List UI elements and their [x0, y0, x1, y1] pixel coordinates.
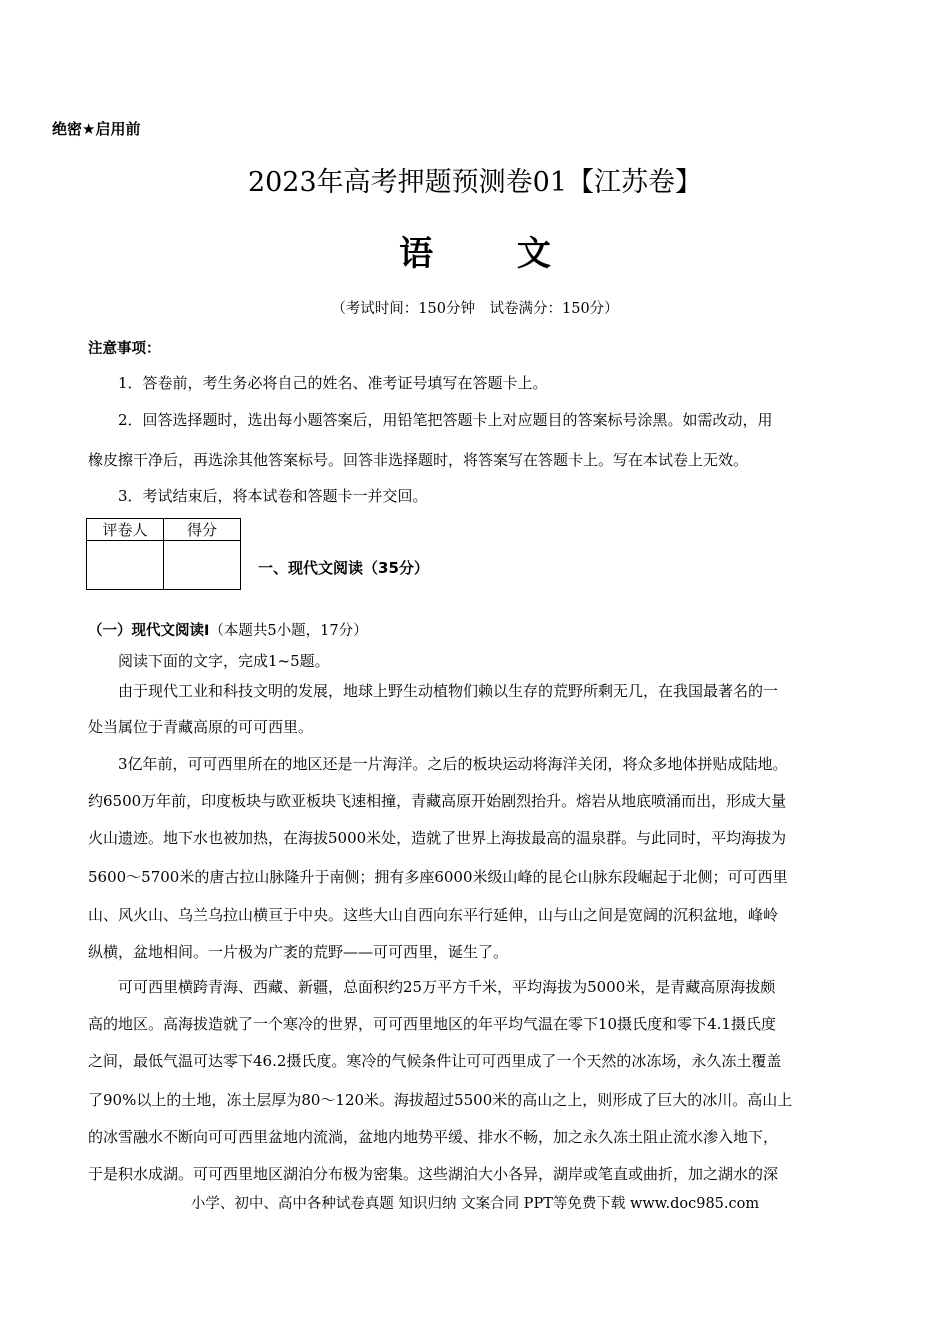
passage-line: 山、风火山、乌兰乌拉山横亘于中央。这些大山自西向东平行延伸，山与山之间是宽阔的沉积盆地，峰岭: [88, 906, 779, 924]
part-heading-label: （一）现代文阅读I: [88, 623, 210, 639]
notice-heading: 注意事项：: [88, 341, 161, 357]
section-title: 一、现代文阅读（35分）: [258, 559, 429, 577]
notice-item-2-cont: 橡皮擦干净后，再选涂其他答案标号。回答非选择题时，将答案写在答题卡上。写在本试卷上无效。: [88, 451, 749, 469]
passage-line: 的冰雪融水不断向可可西里盆地内流淌，盆地内地势平缓、排水不畅，加之永久冻土阻止流水渗入地下，: [88, 1128, 779, 1146]
passage-line: 纵横，盆地相间。一片极为广袤的荒野——可可西里，诞生了。: [88, 943, 509, 961]
notice-item-3: 3．考试结束后，将本试卷和答题卡一并交回。: [118, 487, 428, 505]
part-heading: [88, 619, 368, 640]
passage-line: 3亿年前，可可西里所在的地区还是一片海洋。之后的板块运动将海洋关闭，将众多地体拼贴成陆地。: [118, 755, 788, 773]
notice-item-2: 2．回答选择题时，选出每小题答案后，用铅笔把答题卡上对应题目的答案标号涂黑。如需改动，用: [118, 411, 773, 429]
passage-line: 之间，最低气温可达零下46.2摄氏度。寒冷的气候条件让可可西里成了一个天然的冰冻场，永久冻土覆盖: [88, 1052, 782, 1070]
grader-label: 评卷人: [87, 519, 164, 541]
passage-line: 了90%以上的土地，冻土层厚为80～120米。海拔超过5500米的高山之上，则形成了巨大的冰川。高山上: [88, 1091, 793, 1109]
score-label: 得分: [164, 519, 241, 541]
notice-item-1: 1．答卷前，考生务必将自己的姓名、准考证号填写在答题卡上。: [118, 374, 548, 392]
instruction: 阅读下面的文字，完成1~5题。: [118, 652, 330, 670]
passage-line: 火山遗迹。地下水也被加热，在海拔5000米处，造就了世界上海拔最高的温泉群。与此同时，平均海拔为: [88, 829, 787, 847]
part-heading-note: （本题共5小题，17分）: [209, 623, 368, 639]
grader-cell: [87, 541, 164, 590]
passage-line: 约6500万年前，印度板块与欧亚板块飞速相撞，青藏高原开始剧烈抬升。熔岩从地底喷涌而出，形成大量: [88, 792, 787, 810]
passage-line: 处当属位于青藏高原的可可西里。: [88, 718, 314, 736]
passage-line: 5600～5700米的唐古拉山脉隆升于南侧；拥有多座6000米级山峰的昆仑山脉东段崛起于北侧；可可西里: [88, 868, 788, 886]
exam-title: 2023年高考押题预测卷01【江苏卷】: [247, 167, 703, 198]
score-cell: [164, 541, 241, 590]
passage-line: 高的地区。高海拔造就了一个寒冷的世界，可可西里地区的年平均气温在零下10摄氏度和零下4.1摄氏度: [88, 1015, 776, 1033]
passage-line: 于是积水成湖。可可西里地区湖泊分布极为密集。这些湖泊大小各异，湖岸或笔直或曲折，加之湖水的深: [88, 1165, 779, 1183]
footer-text: 小学、初中、高中各种试卷真题 知识归纳 文案合同 PPT等免费下载 www.doc985.com: [190, 1196, 760, 1212]
secret-label: 绝密★启用前: [52, 120, 141, 138]
passage-line: 由于现代工业和科技文明的发展，地球上野生动植物们赖以生存的荒野所剩无几，在我国最著名的一: [118, 682, 779, 700]
passage-line: 可可西里横跨青海、西藏、新疆，总面积约25万平方千米，平均海拔为5000米，是青藏高原海拔颇: [118, 978, 776, 996]
subject-title: 语 文: [399, 234, 587, 274]
exam-info: （考试时间：150分钟 试卷满分：150分）: [331, 301, 619, 317]
score-table: [86, 518, 241, 590]
